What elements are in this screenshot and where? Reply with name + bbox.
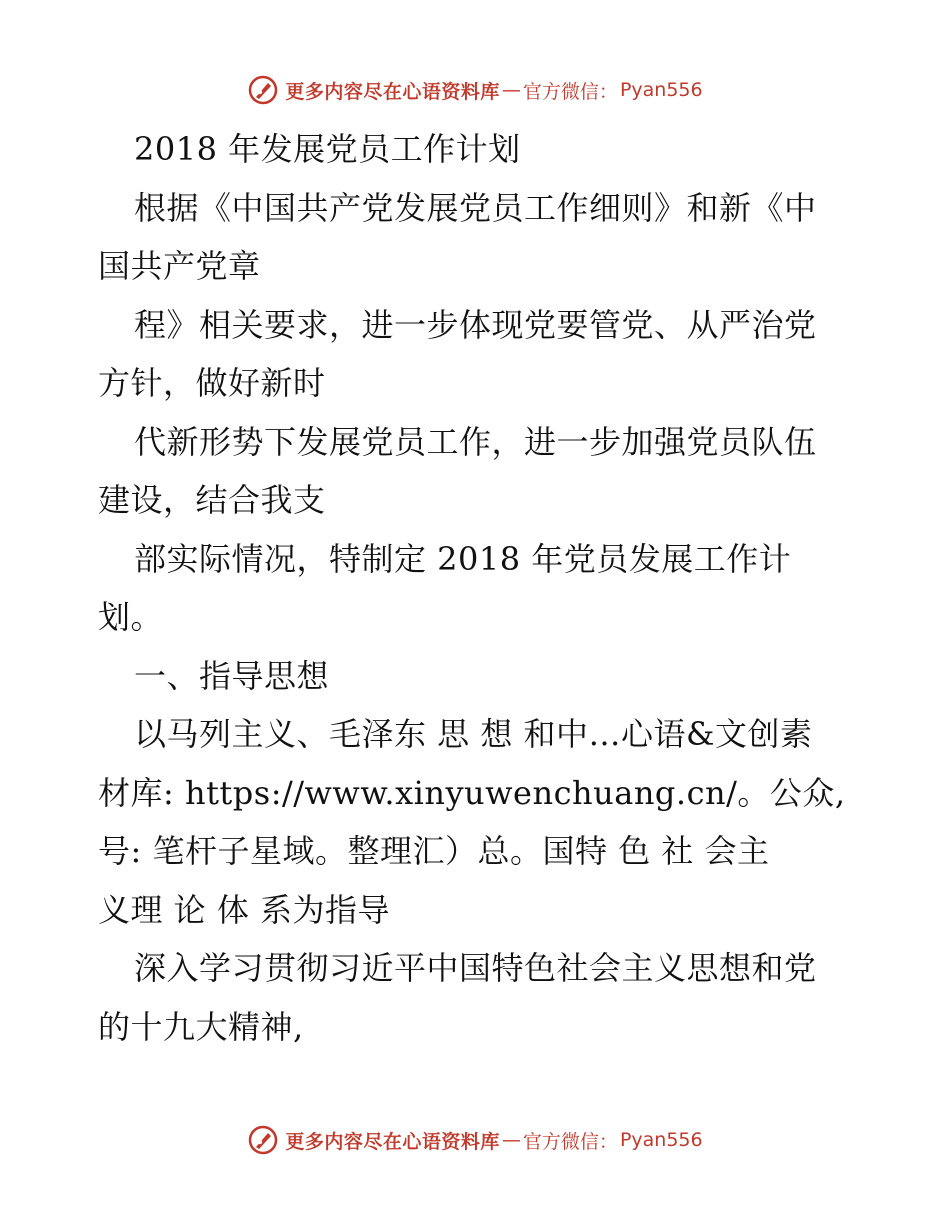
paragraph-line: 材库: https://www.xinyuwenchuang.cn/。公众, <box>98 773 846 812</box>
paragraph-line: 深入学习贯彻习近平中国特色社会主义思想和党 <box>134 949 817 987</box>
paragraph-line: 程》相关要求，进一步体现党要管党、从严治党 <box>134 305 817 344</box>
paragraph-line: 代新形势下发展党员工作，进一步加强党员队伍 <box>134 422 817 461</box>
paragraph-line: 义理 论 体 系为指导 <box>98 890 391 929</box>
paragraph-line: 划。 <box>98 598 164 636</box>
watermark-text: 更多内容尽在心语资料库 <box>285 80 500 103</box>
paragraph-line: 的十九大精神, <box>98 1007 304 1046</box>
paragraph-line: 号: 笔杆子星域。整理汇）总。国特 色 社 会主 <box>98 832 770 870</box>
paragraph-line: 以马列主义、毛泽东 思 想 和中…心语&文创素 <box>134 715 813 753</box>
paragraph-line: 国共产党章 <box>98 247 261 285</box>
watermark-text: 更多内容尽在心语资料库 <box>285 1130 500 1153</box>
footer-watermark <box>0 1122 950 1158</box>
watermark-wechat-label: 官方微信： <box>522 1130 618 1153</box>
paragraph-line: 建设，结合我支 <box>98 481 326 519</box>
paragraph-line: 根据《中国共产党发展党员工作细则》和新《中 <box>134 188 817 227</box>
watermark-wechat-id: Pyan556 <box>619 79 703 101</box>
header-watermark <box>0 72 950 108</box>
watermark-dash: — <box>501 79 521 101</box>
section-heading: 一、指导思想 <box>134 656 330 695</box>
watermark-wechat-label: 官方微信： <box>522 80 618 103</box>
paragraph-line: 方针，做好新时 <box>98 364 326 402</box>
quill-seal-icon <box>247 1124 279 1156</box>
watermark-wechat-id: Pyan556 <box>619 1129 703 1151</box>
watermark-dash: — <box>501 1129 521 1151</box>
paragraph-line: 部实际情况，特制定 2018 年党员发展工作计 <box>134 539 792 578</box>
document-body <box>98 120 854 1056</box>
document-title: 2018 年发展党员工作计划 <box>134 130 521 168</box>
quill-seal-icon <box>247 74 279 106</box>
